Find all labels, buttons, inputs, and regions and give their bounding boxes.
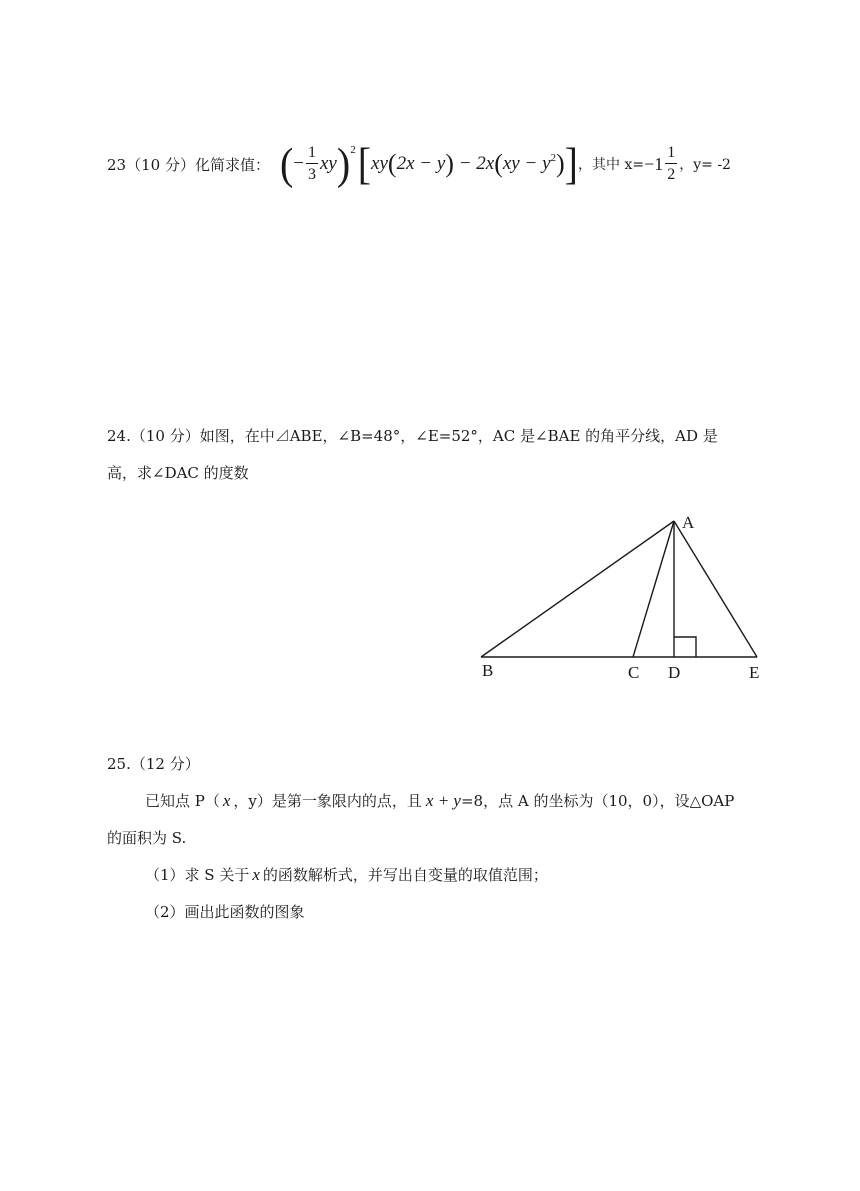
q25-header: 25.（12 分） xyxy=(107,755,200,773)
segment-AB xyxy=(481,521,674,657)
label-D: D xyxy=(668,663,681,682)
fraction-numerator: 1 xyxy=(306,145,318,164)
label-B: B xyxy=(482,661,494,680)
q25-p1-xy: x + y xyxy=(425,791,461,810)
q23-condition: ，其中 x= xyxy=(578,157,645,173)
segment-AC xyxy=(633,521,674,657)
fraction-one-third xyxy=(306,145,318,183)
open-paren-3: ( xyxy=(494,149,503,178)
close-paren-3: ) xyxy=(556,149,565,178)
open-paren-2: ( xyxy=(387,149,397,178)
q25-p1-b: ，y）是第一象限内的点，且 xyxy=(233,792,422,810)
close-paren-2: ) xyxy=(445,149,454,178)
y-value: ，y= -2 xyxy=(679,157,731,173)
q25-item1-a: （1）求 S 关于 xyxy=(145,866,250,884)
q25-paragraph-line2: 的面积为 S. xyxy=(107,829,187,847)
minus-sign: − xyxy=(293,153,304,174)
x-value-integer: −1 xyxy=(644,153,664,174)
q25-p1-a: 已知点 P（ xyxy=(145,792,220,810)
x-value-fraction xyxy=(665,145,677,183)
term-2x-minus-y: 2x − y xyxy=(396,153,446,174)
exponent-2: 2 xyxy=(350,144,356,156)
var-xy: xy xyxy=(320,153,337,174)
fraction-denominator: 3 xyxy=(308,166,316,183)
x-fraction-numerator: 1 xyxy=(665,145,677,164)
exponent-y2: 2 xyxy=(550,152,556,164)
q25-item-1 xyxy=(145,864,548,885)
q25-paragraph-line1 xyxy=(145,790,734,811)
right-angle-mark xyxy=(674,637,696,657)
q23-expression xyxy=(279,138,578,189)
q25-item1-b: 的函数解析式，并写出自变量的取值范围； xyxy=(262,866,548,884)
open-bracket: [ xyxy=(357,138,372,189)
open-paren: ( xyxy=(279,138,294,189)
q25-item-2: （2）画出此函数的图象 xyxy=(145,903,305,921)
term-xy: xy xyxy=(371,153,388,174)
q25-item1-x: x xyxy=(252,865,260,884)
q24-text-line2: 高，求∠DAC 的度数 xyxy=(107,464,249,482)
q23-label: 23（10 分）化简求值： xyxy=(107,155,270,174)
q24-text-line1: 24.（10 分）如图，在中⊿ABE，∠B=48°，∠E=52°，AC 是∠BAE 的角平分线，AD 是 xyxy=(107,427,718,445)
close-paren: ) xyxy=(336,138,351,189)
label-A: A xyxy=(682,513,695,532)
q23-line xyxy=(107,140,731,188)
close-bracket: ] xyxy=(564,138,578,189)
label-C: C xyxy=(628,663,640,682)
term-minus-2x: − 2x xyxy=(453,153,495,174)
term-xy-minus-y: xy − y xyxy=(502,153,551,174)
x-fraction-denominator: 2 xyxy=(667,166,676,183)
q25-p1-x: x xyxy=(222,791,231,810)
label-E: E xyxy=(749,663,760,682)
triangle-diagram xyxy=(460,505,780,695)
q25-p1-c: =8，点 A 的坐标为（10，0），设△OAP xyxy=(460,792,735,810)
